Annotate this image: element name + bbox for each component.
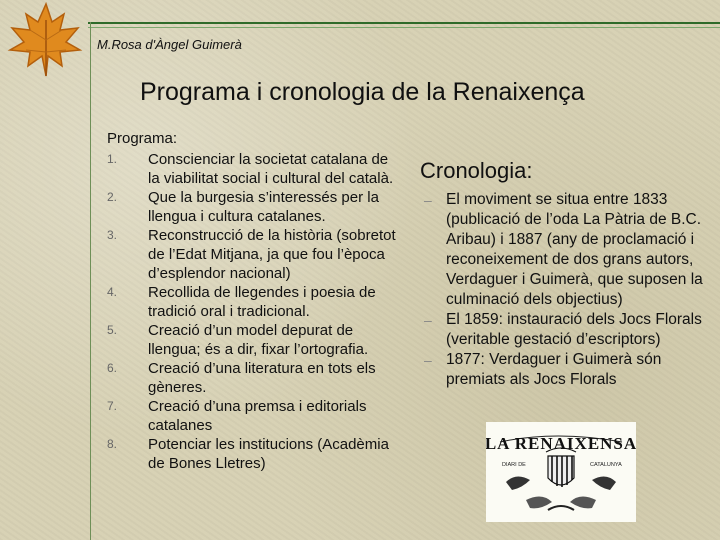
newspaper-logo-image xyxy=(486,422,636,522)
item-number: 3. xyxy=(107,228,118,242)
item-text: Reconstrucció de la història (sobretot de l’Edat Mitjana, ja que fou l’època d’esplendor nacional) xyxy=(148,227,396,282)
page-title: Programa i cronologia de la Renaixença xyxy=(140,78,585,106)
author-name: M.Rosa d'Àngel Guimerà xyxy=(97,37,242,52)
maple-leaf-icon xyxy=(0,0,92,80)
list-item xyxy=(107,188,397,226)
list-item xyxy=(424,310,710,350)
masthead-text: LA RENAIXENSA xyxy=(486,434,636,453)
item-text: Que la burgesia s’interessés per la llengua i cultura catalanes. xyxy=(148,189,379,225)
item-number: 5. xyxy=(107,323,118,337)
list-item xyxy=(107,321,397,359)
cronologia-list xyxy=(424,190,710,390)
list-item xyxy=(107,150,397,188)
programa-list xyxy=(107,150,397,473)
item-text: Creació d’un model depurat de llengua; és a dir, fixar l’ortografia. xyxy=(148,322,369,358)
item-number: 4. xyxy=(107,285,118,299)
item-text: El moviment se situa entre 1833 (publicació de l’oda La Pàtria de B.C. Aribau) i 1887 (any de proclamació i reconeixement de dos grans autors, Verdaguer i Guimerà, que suposen la culminació dels objectius) xyxy=(446,191,703,308)
item-text: Creació d’una literatura en tots els gèneres. xyxy=(148,360,376,396)
bullet-icon: – xyxy=(424,192,432,208)
item-number: 8. xyxy=(107,437,118,451)
item-text: Creació d’una premsa i editorials catalanes xyxy=(148,398,367,434)
item-number: 6. xyxy=(107,361,118,375)
list-item xyxy=(107,435,397,473)
programa-heading: Programa: xyxy=(107,130,178,147)
list-item xyxy=(424,350,710,390)
bullet-icon: – xyxy=(424,352,432,368)
item-text: Recollida de llegendes i poesia de tradició oral i tradicional. xyxy=(148,284,376,320)
item-number: 2. xyxy=(107,190,118,204)
list-item xyxy=(424,190,710,310)
item-text: El 1859: instauració dels Jocs Florals (veritable gestació d’escriptors) xyxy=(446,311,702,348)
list-item xyxy=(107,359,397,397)
logo-right-caption: CATALUNYA xyxy=(590,462,622,468)
item-text: Potenciar les institucions (Acadèmia de Bones Lletres) xyxy=(148,436,389,472)
item-number: 1. xyxy=(107,152,118,166)
bullet-icon: – xyxy=(424,312,432,328)
item-number: 7. xyxy=(107,399,118,413)
vertical-rule xyxy=(90,22,91,540)
logo-left-caption: DIARI DE xyxy=(502,462,526,468)
newspaper-logo-drawing xyxy=(486,422,636,522)
list-item xyxy=(107,283,397,321)
cronologia-heading: Cronologia: xyxy=(420,158,533,183)
list-item xyxy=(107,226,397,283)
item-text: 1877: Verdaguer i Guimerà són premiats als Jocs Florals xyxy=(446,351,662,388)
item-text: Conscienciar la societat catalana de la viabilitat social i cultural del català. xyxy=(148,151,394,187)
list-item xyxy=(107,397,397,435)
